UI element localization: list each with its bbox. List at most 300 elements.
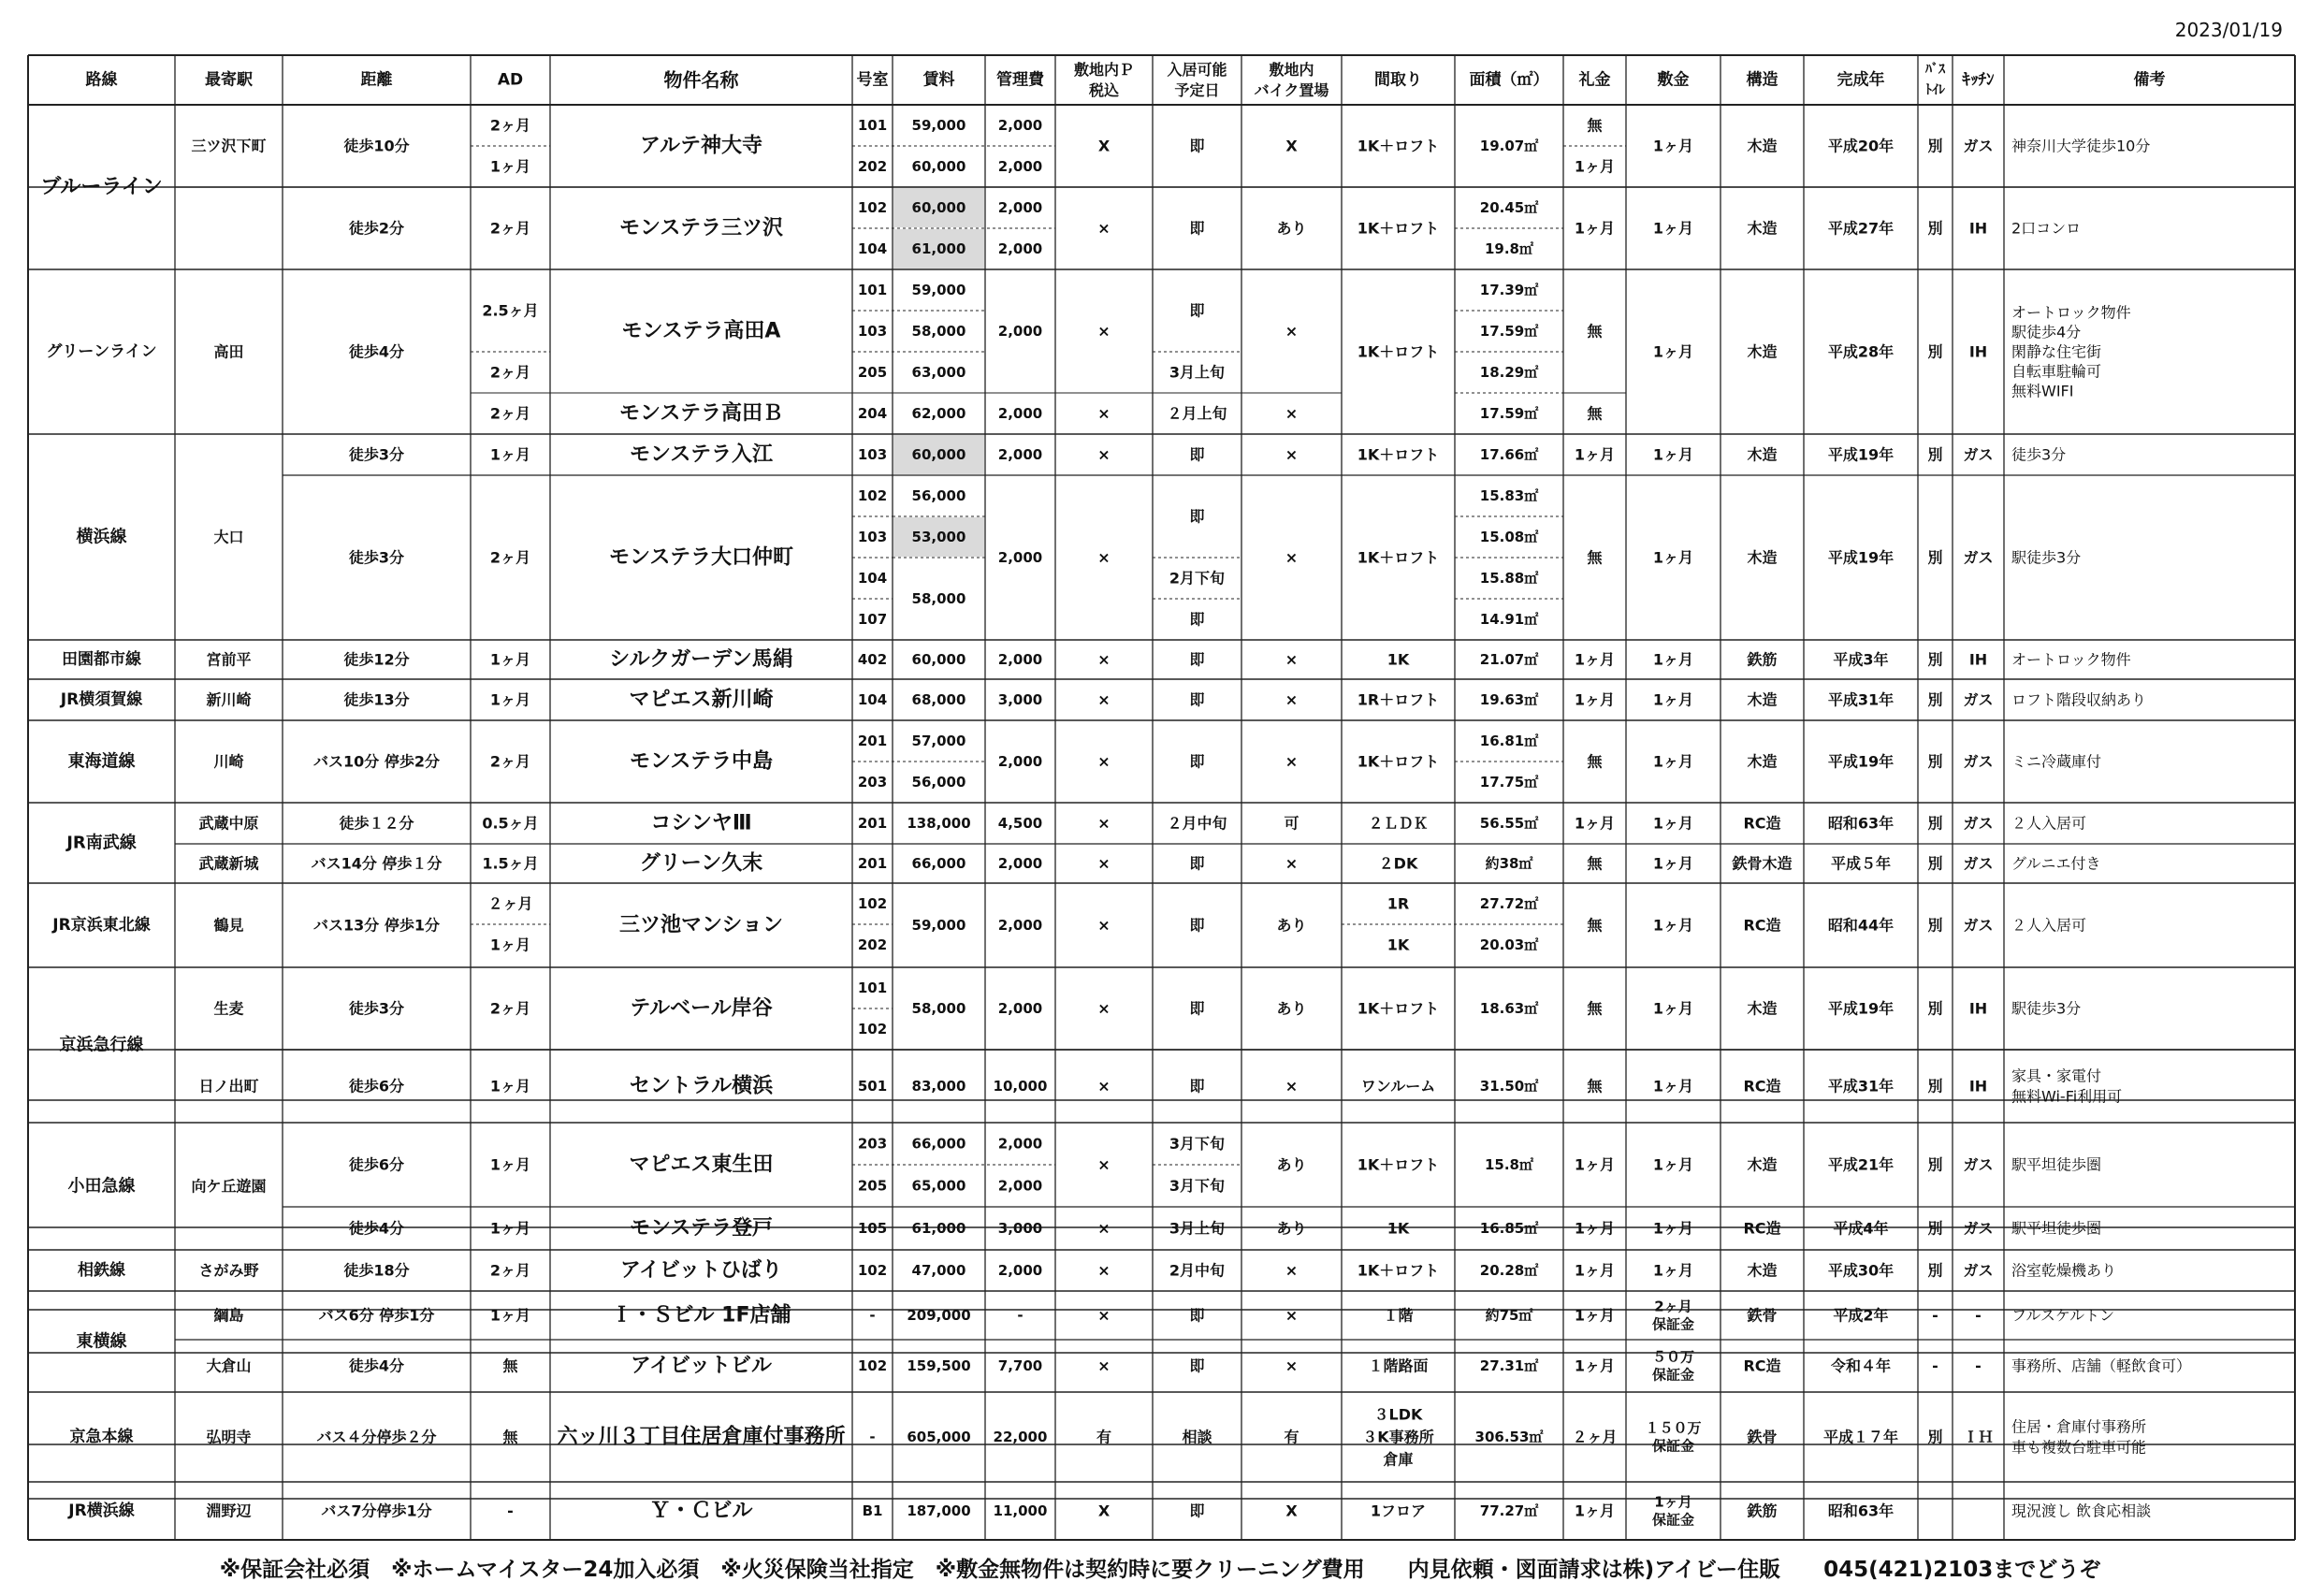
cell-text: X [1097,137,1111,155]
cell-text: 17.59㎡ [1479,405,1539,422]
cell-text: × [1097,548,1111,567]
cell-text: 83,000 [911,1078,966,1095]
cell-text: 1K＋ロフト [1357,445,1440,464]
cell-text: - [869,1429,876,1445]
cell-text: 平成27年 [1827,219,1895,238]
cell-text: 0.5ヶ月 [482,814,539,833]
cell-text: ロフト階段収納あり [2011,690,2147,709]
property-name: Ｙ・Ｃビル [649,1499,753,1523]
cell-text: 徒歩12分 [343,650,410,669]
cell-text: 19.8㎡ [1484,240,1534,257]
cell-text: 保証金 [1651,1437,1695,1455]
cell-text: 駅徒歩3分 [2011,999,2082,1018]
property-name: マピエス東生田 [629,1153,774,1177]
cell-text: 17.39㎡ [1479,282,1539,298]
cell-text: × [1097,854,1111,873]
cell-text: 約38㎡ [1485,855,1533,872]
cell-text: × [1097,690,1111,709]
cell-text: 駅徒歩4分 [2011,323,2082,341]
cell-text: × [1097,1155,1111,1174]
cell-text: ガス [1963,1155,1994,1174]
cell-text: 2,000 [997,158,1043,175]
cell-text: 61,000 [911,240,966,257]
cell-text: 昭和63年 [1827,1502,1895,1520]
cell-text: グリーンライン [46,342,157,361]
cell-text: 武蔵新城 [198,854,259,873]
cell-text: 平成20年 [1827,137,1895,155]
cell-text: 木造 [1747,219,1778,238]
cell-text: 605,000 [907,1429,971,1445]
property-name: モンステラ大口仲町 [609,545,793,570]
cell-text: 無 [1587,916,1603,935]
cell-text: ガス [1963,916,1994,935]
cell-text: フルスケルトン [2011,1306,2115,1325]
cell-text: 平成５年 [1830,854,1892,873]
cell-text: 徒歩3分 [348,445,405,464]
cell-text: 2,000 [997,753,1043,770]
cell-text: ２月上旬 [1167,404,1227,423]
cell-text: 別 [1927,1261,1943,1280]
cell-text: 木造 [1747,1261,1778,1280]
cell-text: 1ヶ月 [489,1306,531,1325]
cell-text: 1ヶ月 [1652,650,1694,669]
cell-text: 1K＋ロフト [1357,752,1440,771]
cell-text: IH [1968,219,1988,238]
cell-text: 103 [857,529,888,545]
cell-text: 1ヶ月 [1652,690,1694,709]
cell-text: ＩＨ [1963,1428,1994,1446]
cell-text: 無 [502,1428,518,1446]
cell-text: 3月上旬 [1169,1219,1226,1238]
cell-text: 205 [857,1177,888,1195]
cell-text: 60,000 [911,651,966,668]
cell-text: 3月上旬 [1169,363,1226,382]
cell-text: 生麦 [213,999,244,1018]
cell-text: 無 [1587,404,1603,423]
cell-text: 102 [857,487,888,504]
cell-text: 別 [1927,916,1943,935]
cell-text: 保証金 [1651,1315,1695,1333]
property-name: モンステラ中島 [630,749,773,774]
cell-text: 新川崎 [206,690,252,709]
cell-text: ガス [1963,137,1994,155]
cell-text: 平成19年 [1827,999,1895,1018]
cell-text: ２ヶ月 [1572,1428,1618,1446]
cell-text: 倉庫 [1383,1450,1414,1469]
cell-text: ガス [1963,690,1994,709]
cell-text: 17.59㎡ [1479,323,1539,340]
cell-text: あり [1276,999,1307,1018]
cell-text: 501 [857,1078,888,1095]
cell-text: 19.63㎡ [1479,691,1539,708]
cell-text: 1.5ヶ月 [482,854,539,873]
cell-text: ガス [1963,548,1994,567]
footer-note: ※保証会社必須 ※ホームマイスター24加入必須 ※火災保険当社指定 ※敷金無物件は契約時に要クリーニング費用 内見依頼・図面請求は株)アイビー住販 045(421)2103までどうぞ [219,1558,2101,1582]
cell-text: 102 [857,1021,888,1037]
cell-text: 201 [857,733,888,749]
cell-text: 昭和63年 [1827,814,1895,833]
cell-text: 1ヶ月 [489,650,531,669]
cell-text: 102 [857,1262,888,1279]
cell-text: 2,000 [997,1000,1043,1017]
cell-text: 無料Wi-Fi利用可 [2011,1087,2123,1106]
cell-text: 10,000 [993,1078,1048,1095]
cell-text: 1ヶ月 [1574,1502,1616,1520]
cell-text: １階路面 [1368,1357,1429,1375]
cell-text: 2,000 [997,446,1043,463]
cell-text: 平成4年 [1833,1219,1889,1238]
cell-text: JR京浜東北線 [52,916,151,935]
cell-text: 205 [857,364,888,381]
cell-text: 相談 [1182,1428,1212,1446]
cell-text: 無 [1587,854,1603,873]
station-name: 三ツ沢下町 [191,137,267,155]
cell-text: ミニ冷蔵庫付 [2011,752,2102,771]
cell-text: 102 [857,199,888,216]
cell-text: 47,000 [911,1262,966,1279]
cell-text: 無料WIFI [2011,382,2074,400]
cell-text: 自転車駐輪可 [2011,362,2102,381]
cell-text: 203 [857,774,888,791]
cell-text: 2,000 [997,917,1043,934]
property-name: アイビットひばり [619,1258,783,1283]
cell-text: 1K＋ロフト [1357,219,1440,238]
cell-text: 徒歩4分 [348,1219,405,1238]
cell-text: 102 [857,1357,888,1374]
header-4: 物件名称 [663,68,739,92]
cell-text: X [1285,137,1298,155]
cell-text: 有 [1284,1428,1299,1446]
cell-text: 2ヶ月 [489,752,531,771]
cell-text: 1R [1387,894,1410,913]
cell-text: 2,000 [997,651,1043,668]
cell-text: 2,000 [997,199,1043,216]
cell-text: 平成31年 [1827,690,1895,709]
cell-text: 別 [1927,1219,1943,1238]
cell-text: バス14分 停歩１分 [311,854,443,873]
cell-text: 11,000 [993,1502,1048,1519]
cell-text: 17.66㎡ [1479,446,1539,463]
cell-text: 別 [1927,548,1943,567]
cell-text: 1ヶ月 [1574,1306,1616,1325]
cell-text: 田園都市線 [62,650,141,669]
cell-text: 66,000 [911,1135,966,1153]
cell-text: 即 [1189,219,1205,238]
cell-text: ガス [1963,1219,1994,1238]
property-name: テルベール岸谷 [630,996,773,1021]
cell-text: 27.72㎡ [1479,895,1539,912]
cell-text: RC造 [1743,1077,1781,1095]
cell-text: 即 [1189,507,1205,526]
cell-text: 1ヶ月 [1652,854,1694,873]
cell-text: 1ヶ月 [489,690,531,709]
cell-text: 徒歩6分 [348,1155,405,1174]
cell-text: 77.27㎡ [1479,1502,1539,1519]
cell-text: 東横線 [76,1331,127,1352]
cell-text: 2月中旬 [1169,1261,1226,1280]
cell-text: × [1285,854,1299,873]
cell-text: 2月下旬 [1169,569,1226,588]
cell-text: 即 [1189,854,1205,873]
cell-text: 即 [1189,916,1205,935]
cell-text: 101 [857,282,888,298]
property-name: アルテ神大寺 [639,134,763,158]
header-8: 敷地内Ｐ [1073,61,1135,79]
cell-text: 1K＋ロフト [1357,1155,1440,1174]
property-name: コシンヤⅢ [650,811,752,835]
cell-text: 59,000 [911,117,966,134]
cell-text: 平成21年 [1827,1155,1895,1174]
cell-text: 鉄筋 [1747,650,1778,669]
cell-text: 1ヶ月 [1652,1219,1694,1238]
cell-text: 車も複数台駐車可能 [2011,1438,2147,1457]
cell-text: 徒歩3分 [2011,445,2067,464]
cell-text: 無 [502,1357,518,1375]
cell-text: 事務所、店舗（軽飲食可） [2011,1357,2192,1375]
cell-text: バス４分停歩２分 [316,1428,437,1446]
cell-text: 1ヶ月 [1652,1077,1694,1095]
cell-text: 徒歩10分 [343,137,410,155]
header-6: 賃料 [922,70,955,90]
property-name: モンステラ三ツ沢 [619,216,783,240]
cell-text: 川崎 [213,752,244,771]
cell-text: 駅徒歩3分 [2011,548,2082,567]
cell-text: 22,000 [993,1429,1048,1445]
cell-text: 2ヶ月 [489,219,531,238]
property-name: 三ツ池マンション [618,913,784,937]
cell-text: 1K＋ロフト [1357,548,1440,567]
cell-text: 武蔵中原 [198,814,259,833]
cell-text: 鉄骨木造 [1732,854,1793,873]
cell-text: １５０万 [1645,1419,1702,1437]
cell-text: 1ヶ月 [489,445,531,464]
cell-text: 木造 [1747,752,1778,771]
cell-text: 1ヶ月 [1652,916,1694,935]
cell-text: 16.81㎡ [1479,733,1539,749]
cell-text: 即 [1189,1502,1205,1520]
cell-text: 綱島 [213,1306,244,1325]
cell-text: 徒歩18分 [343,1261,410,1280]
cell-text: × [1285,1306,1299,1325]
cell-text: 1ヶ月 [1652,1155,1694,1174]
cell-text: 平成28年 [1827,342,1895,361]
cell-text: IH [1968,999,1988,1018]
cell-text: 即 [1189,999,1205,1018]
cell-text: × [1097,999,1111,1018]
cell-text: 16.85㎡ [1479,1220,1539,1237]
header-10: バイク置場 [1254,81,1329,99]
cell-text: 別 [1927,650,1943,669]
cell-text: × [1285,404,1299,423]
cell-text: RC造 [1743,916,1781,935]
cell-text: 保証金 [1651,1511,1695,1529]
cell-text: 104 [857,691,888,708]
cell-text: 可 [1284,814,1299,833]
cell-text: 2.5ヶ月 [482,301,539,320]
header-11: 間取り [1374,70,1422,90]
cell-text: 60,000 [911,199,966,216]
cell-text: × [1097,1077,1111,1095]
cell-text: 7,700 [997,1357,1043,1374]
cell-text: バス6分 停歩1分 [318,1306,435,1325]
cell-text: 鉄筋 [1747,1502,1778,1520]
cell-text: 徒歩3分 [348,999,405,1018]
cell-text: × [1285,548,1299,567]
cell-text: 1ヶ月 [1574,814,1616,833]
cell-text: 102 [857,895,888,912]
header-16: 完成年 [1837,70,1885,90]
header-12: 面積（㎡） [1469,70,1549,90]
header-1: 最寄駅 [205,70,253,90]
header-13: 礼金 [1578,70,1611,90]
header-3: AD [497,70,524,90]
cell-text: 徒歩4分 [348,342,405,361]
cell-text: 306.53㎡ [1474,1429,1544,1445]
cell-text: × [1285,445,1299,464]
cell-text: 1K＋ロフト [1357,1261,1440,1280]
cell-text: 103 [857,323,888,340]
cell-text: 1ヶ月 [1574,690,1616,709]
cell-text: 住居・倉庫付事務所 [2011,1417,2147,1436]
cell-text: 京急本線 [69,1428,134,1446]
cell-text: 鶴見 [213,916,244,935]
cell-text: × [1285,1357,1299,1375]
cell-text: 淵野辺 [206,1502,252,1520]
cell-text: 61,000 [911,1220,966,1237]
cell-text: 1ヶ月 [1574,157,1616,176]
cell-text: ガス [1963,1261,1994,1280]
cell-text: さがみ野 [198,1261,259,1280]
cell-text: 159,500 [907,1357,971,1374]
header-17: ﾊﾞｽ [1925,62,1945,78]
cell-text: 別 [1927,342,1943,361]
cell-text: ３LDK [1373,1405,1423,1424]
cell-text: 浴室乾燥機あり [2011,1261,2117,1280]
cell-text: 神奈川大学徒歩10分 [2011,137,2151,155]
cell-text: ２人入居可 [2011,916,2087,935]
cell-text: × [1097,219,1111,238]
cell-text: 現況渡し 飲食応相談 [2011,1502,2152,1520]
property-name: アイビットビル [630,1354,773,1378]
cell-text: 20.03㎡ [1479,936,1539,953]
cell-text: 弘明寺 [206,1428,252,1446]
cell-text: 2ヶ月 [489,1261,531,1280]
property-name: モンステラ高田A [621,319,781,343]
cell-text: - [1932,1306,1938,1325]
cell-text: あり [1276,219,1307,238]
cell-text: 18.63㎡ [1479,1000,1539,1017]
cell-text: 59,000 [911,282,966,298]
cell-text: 2,000 [997,1135,1043,1153]
header-15: 構造 [1746,70,1779,90]
cell-text: ３K事務所 [1362,1428,1434,1446]
cell-text: 宮前平 [206,650,252,669]
cell-text: 即 [1189,610,1205,629]
cell-text: 105 [857,1220,888,1237]
cell-text: 104 [857,240,888,257]
cell-text: 15.8㎡ [1484,1156,1534,1173]
header-17: ﾄｲﾚ [1925,82,1945,98]
cell-text: 別 [1927,814,1943,833]
cell-text: 203 [857,1135,888,1153]
cell-text: × [1097,445,1111,464]
cell-text: 15.83㎡ [1479,487,1539,504]
cell-text: 別 [1927,445,1943,464]
header-9: 入居可能 [1167,61,1227,79]
cell-text: 60,000 [911,446,966,463]
property-name: モンステラ登戸 [630,1216,773,1241]
cell-text: 107 [857,611,888,628]
cell-text: 1K [1387,936,1410,954]
cell-text: 2ヶ月 [1654,1298,1692,1315]
cell-text: 1K [1387,1219,1410,1238]
cell-text: × [1097,1357,1111,1375]
cell-text: 横浜線 [76,527,127,547]
cell-text: 2,000 [997,855,1043,872]
cell-text: 31.50㎡ [1479,1078,1539,1095]
cell-text: 1ヶ月 [1574,1261,1616,1280]
cell-text: 徒歩3分 [348,548,405,567]
cell-text: 向ケ丘遊園 [191,1177,267,1196]
cell-text: 1ヶ月 [1574,445,1616,464]
cell-text: ２月中旬 [1167,814,1227,833]
cell-text: 別 [1927,219,1943,238]
cell-text: 鉄骨 [1747,1306,1778,1325]
cell-text: 平成2年 [1833,1306,1889,1325]
cell-text: × [1285,752,1299,771]
cell-text: 1ヶ月 [1652,1261,1694,1280]
cell-text: 1ヶ月 [1574,650,1616,669]
cell-text: 徒歩13分 [343,690,410,709]
cell-text: 大倉山 [206,1357,252,1375]
cell-text: 徒歩１２分 [339,814,414,833]
header-19: 備考 [2133,70,2166,90]
cell-text: ２ヶ月 [487,894,533,913]
cell-text: 平成31年 [1827,1077,1895,1095]
cell-text: 有 [1096,1428,1112,1446]
cell-text: あり [1276,916,1307,935]
cell-text: 2ヶ月 [489,999,531,1018]
cell-text: X [1097,1502,1111,1520]
cell-text: 即 [1189,301,1205,320]
cell-text: × [1097,814,1111,833]
cell-text: RC造 [1743,814,1781,833]
cell-text: 別 [1927,854,1943,873]
cell-text: 2,000 [997,323,1043,340]
cell-text: 187,000 [907,1502,971,1519]
cell-text: オートロック物件 [2011,650,2131,669]
cell-text: 木造 [1747,342,1778,361]
property-name: 六ッ川３丁目住居倉庫付事務所 [557,1425,846,1449]
cell-text: 18.29㎡ [1479,364,1539,381]
cell-text: 別 [1927,752,1943,771]
cell-text: 2ヶ月 [489,116,531,135]
cell-text: 家具・家電付 [2011,1066,2102,1085]
cell-text: 201 [857,815,888,832]
cell-text: 65,000 [911,1177,966,1195]
cell-text: - [1975,1306,1982,1325]
cell-text: - [869,1307,876,1324]
cell-text: ガス [1963,752,1994,771]
header-9: 予定日 [1174,81,1220,99]
cell-text: 1ヶ月 [1652,999,1694,1018]
cell-text: 104 [857,570,888,587]
cell-text: ５０万 [1651,1348,1695,1366]
cell-text: 木造 [1747,137,1778,155]
cell-text: 1フロア [1370,1502,1427,1520]
cell-text: 無 [1587,999,1603,1018]
cell-text: 1ヶ月 [489,157,531,176]
